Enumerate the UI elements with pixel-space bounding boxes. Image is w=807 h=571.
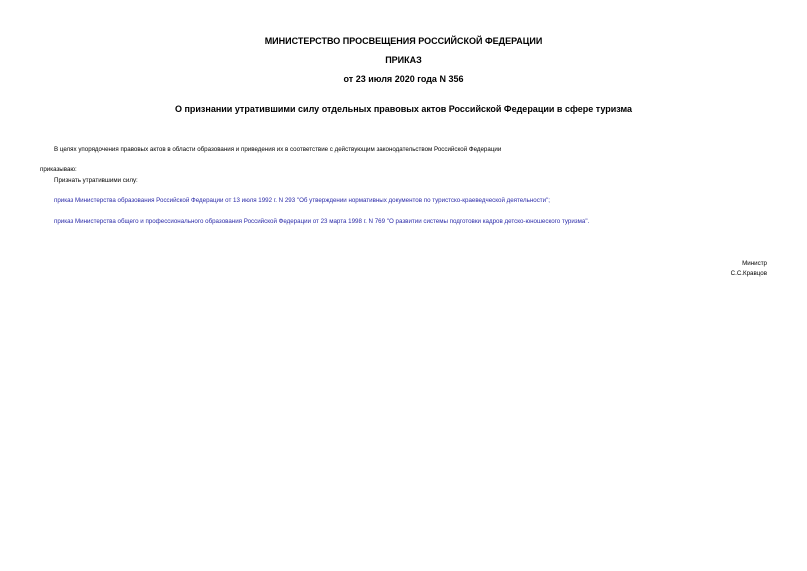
preamble-text: В целях упорядочения правовых актов в области образования и приведения их в соответствие с действующим законодательством Российской Федерации [54,146,502,153]
signature-name: С.С.Кравцов [730,270,767,277]
document-date-number: от 23 июля 2020 года N 356 [343,74,464,84]
clause-text: Признать утратившими силу: [54,177,138,184]
repealed-act-link-2[interactable]: приказ Министерства общего и профессионального образования Российской Федерации от 23 марта 1998 г. N 769 "О развитии системы подготовки кадров детско-юношеского туризма". [54,218,590,225]
repealed-act-link-1[interactable]: приказ Министерства образования Российской Федерации от 13 июля 1992 г. N 293 "Об утверждении нормативных документов по туристско-краеведческой деятельности"; [54,197,551,204]
signature-position: Министр [742,260,767,267]
document-title: О признании утратившими силу отдельных правовых актов Российской Федерации в сфере туризма [174,104,633,114]
ministry-heading: МИНИСТЕРСТВО ПРОСВЕЩЕНИЯ РОССИЙСКОЙ ФЕДЕРАЦИИ [264,36,543,46]
order-word: приказываю: [40,166,77,173]
document-type-heading: ПРИКАЗ [385,55,422,65]
